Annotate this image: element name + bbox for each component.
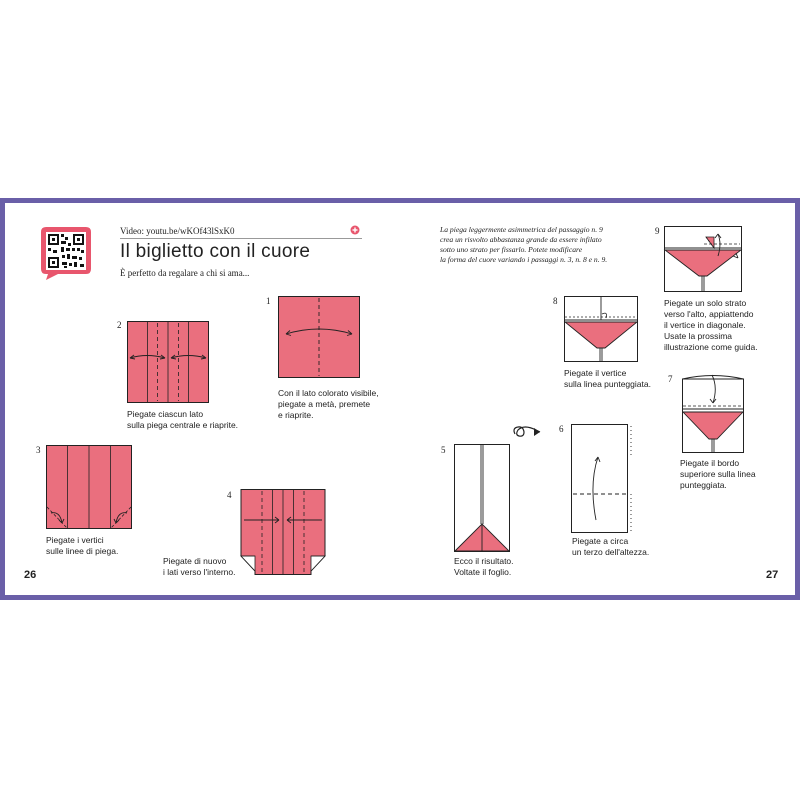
step-5-caption: Ecco il risultato. Voltate il foglio. [454,556,514,577]
tip-note-line: La piega leggermente asimmetrica del passaggio n. 9 [440,225,603,234]
step-number: 9 [655,226,660,236]
qr-code-icon[interactable] [38,224,94,280]
step-2-caption: Piegate ciascun lato sulla piega centrale e riaprite. [127,409,239,430]
tip-note [440,225,607,265]
video-link[interactable] [120,226,234,236]
step-2-diagram [127,321,209,403]
tip-note-line: crea un risvolto abbastanza grande da essere infilato [440,235,602,244]
page-number-right: 27 [766,569,779,581]
step-number: 8 [553,296,558,306]
step-5-diagram [454,444,510,552]
step-9-caption: Piegate un solo strato verso l'alto, appiattendo il vertice in diagonale. Usate la prossima illustrazione come guida. [664,298,758,352]
step-1-diagram [278,296,360,378]
page-subtitle: È perfetto da regalare a chi si ama... [120,268,250,278]
step-9-diagram [664,226,742,292]
flip-over-icon [512,424,546,442]
step-number: 6 [559,424,564,434]
step-number: 2 [117,320,122,330]
tip-note-line: la forma del cuore variando i passaggi n. 3, n. 8 e n. 9. [440,255,608,264]
step-number: 1 [266,296,271,306]
page-title: Il biglietto con il cuore [120,241,311,262]
header-rule [120,238,362,239]
step-number: 7 [668,374,673,384]
video-label: Video: [120,226,144,236]
step-4-caption: Piegate di nuovo i lati verso l'interno. [163,556,236,577]
tip-note-line: sotto uno strato per fissarlo. Potete modificare [440,245,583,254]
step-number: 4 [227,490,232,500]
step-7-caption: Piegate il bordo superiore sulla linea punteggiata. [680,458,756,490]
step-7-diagram [680,373,746,453]
step-8-caption: Piegate il vertice sulla linea punteggiata. [564,368,651,389]
plus-circle-icon[interactable] [350,225,360,235]
step-4-diagram [238,489,328,575]
step-6-diagram [569,424,635,534]
step-8-diagram [564,296,638,362]
step-number: 5 [441,445,446,455]
step-3-diagram [46,445,132,529]
page-number-left: 26 [24,569,37,581]
video-url[interactable]: youtu.be/wKOf43lSxK0 [146,226,235,236]
step-number: 3 [36,445,41,455]
step-6-caption: Piegate a circa un terzo dell'altezza. [572,536,650,557]
step-1-caption: Con il lato colorato visibile, piegate a metà, premete e riaprite. [278,388,379,420]
step-3-caption: Piegate i vertici sulle linee di piega. [46,535,119,556]
